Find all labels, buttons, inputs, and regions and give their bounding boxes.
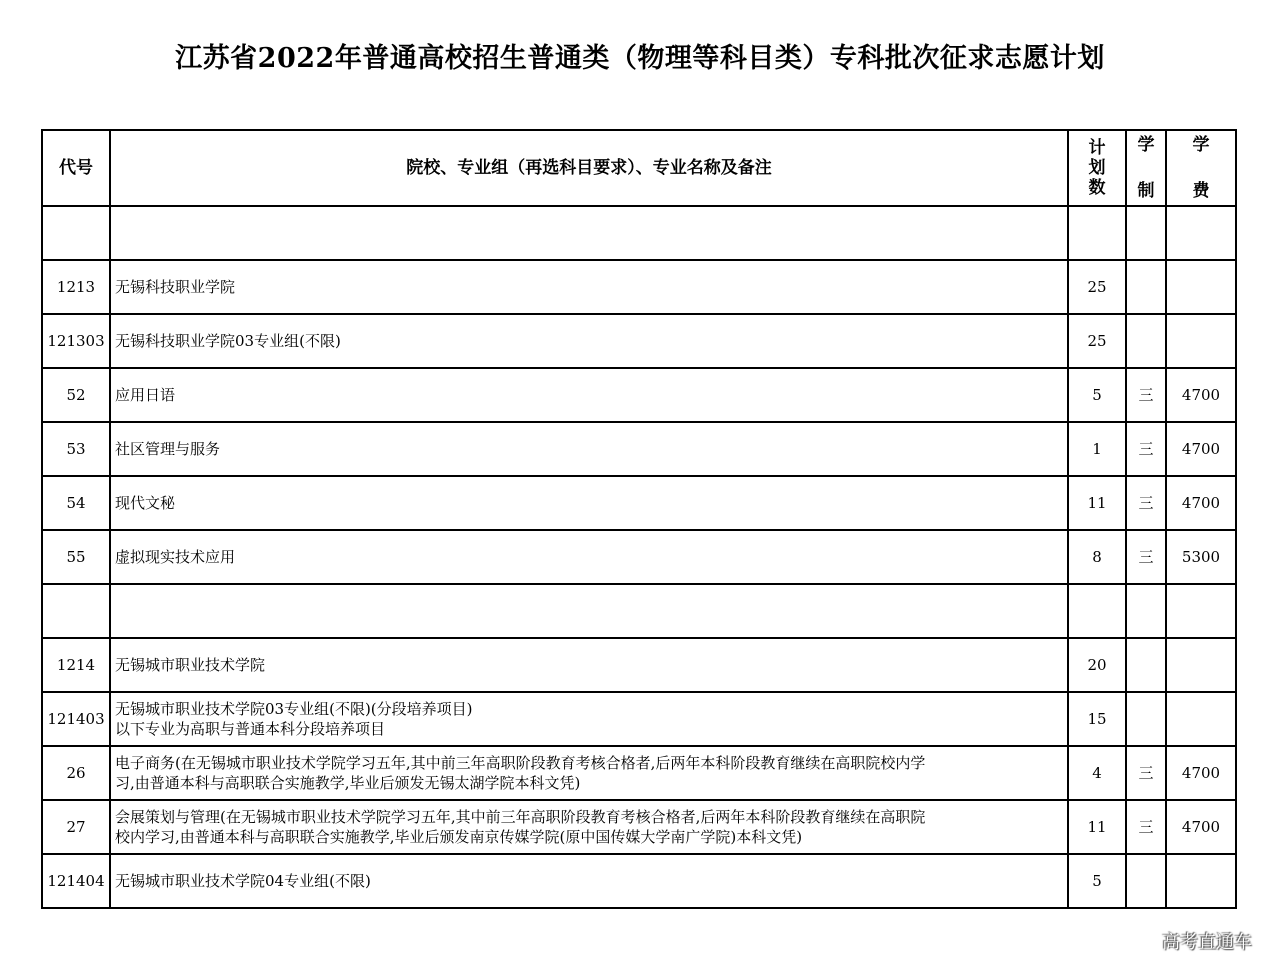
cell-fee	[1166, 692, 1236, 746]
cell-code: 53	[42, 422, 110, 476]
cell-plan: 15	[1068, 692, 1126, 746]
description-line: 社区管理与服务	[115, 440, 221, 458]
cell-description	[110, 746, 1068, 800]
cell-description	[110, 314, 1068, 368]
table-row	[42, 422, 1236, 476]
cell-years: 三	[1126, 422, 1166, 476]
cell-description	[110, 368, 1068, 422]
cell-fee: 4700	[1166, 368, 1236, 422]
cell-plan: 5	[1068, 368, 1126, 422]
cell-fee	[1166, 314, 1236, 368]
header-plan-char-1: 计	[1088, 138, 1106, 158]
table-row	[42, 530, 1236, 584]
table-row	[42, 314, 1236, 368]
cell-code: 121303	[42, 314, 110, 368]
cell-description	[110, 422, 1068, 476]
table-row	[42, 584, 1236, 638]
cell-plan: 20	[1068, 638, 1126, 692]
table-row	[42, 260, 1236, 314]
description-line: 无锡城市职业技术学院03专业组(不限)(分段培养项目)	[115, 700, 473, 718]
cell-fee: 4700	[1166, 422, 1236, 476]
header-fee	[1166, 130, 1236, 206]
cell-plan: 11	[1068, 800, 1126, 854]
cell-description	[110, 638, 1068, 692]
description-line: 以下专业为高职与普通本科分段培养项目	[115, 720, 386, 738]
description-line: 无锡城市职业技术学院	[115, 656, 266, 674]
cell-years: 三	[1126, 800, 1166, 854]
cell-fee: 4700	[1166, 800, 1236, 854]
cell-years: 三	[1126, 476, 1166, 530]
cell-code	[42, 584, 110, 638]
header-plan-char-2: 划	[1088, 158, 1106, 178]
cell-years	[1126, 314, 1166, 368]
cell-description	[110, 206, 1068, 260]
description-line: 校内学习,由普通本科与高职联合实施教学,毕业后颁发南京传媒学院(原中国传媒大学南广学院)本科文凭)	[115, 828, 803, 846]
header-fee-char-2: 费	[1192, 181, 1210, 201]
cell-code: 27	[42, 800, 110, 854]
cell-fee	[1166, 260, 1236, 314]
table-row	[42, 638, 1236, 692]
table-row	[42, 746, 1236, 800]
cell-fee	[1166, 854, 1236, 908]
cell-years	[1126, 584, 1166, 638]
cell-description	[110, 584, 1068, 638]
description-line: 电子商务(在无锡城市职业技术学院学习五年,其中前三年高职阶段教育考核合格者,后两年本科阶段教育继续在高职院校内学	[115, 754, 926, 772]
cell-years	[1126, 260, 1166, 314]
cell-plan: 1	[1068, 422, 1126, 476]
cell-fee: 4700	[1166, 476, 1236, 530]
cell-fee	[1166, 206, 1236, 260]
cell-fee	[1166, 584, 1236, 638]
header-plan-count	[1068, 130, 1126, 206]
cell-plan	[1068, 206, 1126, 260]
description-line: 习,由普通本科与高职联合实施教学,毕业后颁发无锡太湖学院本科文凭)	[115, 774, 581, 792]
cell-code: 121403	[42, 692, 110, 746]
description-line: 应用日语	[115, 386, 176, 404]
cell-fee	[1166, 638, 1236, 692]
cell-years: 三	[1126, 530, 1166, 584]
description-line: 会展策划与管理(在无锡城市职业技术学院学习五年,其中前三年高职阶段教育考核合格者,后两年本科阶段教育继续在高职院	[115, 808, 926, 826]
cell-code	[42, 206, 110, 260]
cell-description	[110, 800, 1068, 854]
cell-years	[1126, 692, 1166, 746]
page-title: 江苏省2022年普通高校招生普通类（物理等科目类）专科批次征求志愿计划	[175, 43, 1105, 74]
cell-code: 55	[42, 530, 110, 584]
table-row	[42, 476, 1236, 530]
description-line: 无锡科技职业学院	[115, 278, 236, 296]
enrollment-plan-table	[41, 129, 1237, 909]
cell-description	[110, 692, 1068, 746]
cell-code: 52	[42, 368, 110, 422]
header-description: 院校、专业组（再选科目要求）、专业名称及备注	[110, 130, 1068, 206]
cell-plan: 11	[1068, 476, 1126, 530]
header-years-char-1: 学	[1137, 135, 1155, 155]
cell-description	[110, 854, 1068, 908]
cell-years: 三	[1126, 368, 1166, 422]
cell-code: 54	[42, 476, 110, 530]
header-plan-char-3: 数	[1088, 178, 1106, 198]
header-years-char-2: 制	[1137, 181, 1155, 201]
cell-code: 121404	[42, 854, 110, 908]
header-code: 代号	[42, 130, 110, 206]
cell-years	[1126, 206, 1166, 260]
cell-fee: 4700	[1166, 746, 1236, 800]
watermark-text: 高考直通车	[1162, 932, 1252, 953]
cell-code: 1213	[42, 260, 110, 314]
description-line: 无锡城市职业技术学院04专业组(不限)	[115, 872, 371, 890]
cell-years	[1126, 638, 1166, 692]
cell-years: 三	[1126, 746, 1166, 800]
cell-plan: 5	[1068, 854, 1126, 908]
cell-plan: 4	[1068, 746, 1126, 800]
description-line: 虚拟现实技术应用	[115, 548, 236, 566]
description-line: 无锡科技职业学院03专业组(不限)	[115, 332, 341, 350]
cell-fee: 5300	[1166, 530, 1236, 584]
cell-plan: 8	[1068, 530, 1126, 584]
table-row	[42, 368, 1236, 422]
cell-plan: 25	[1068, 314, 1126, 368]
table-row	[42, 692, 1236, 746]
cell-description	[110, 260, 1068, 314]
cell-description	[110, 530, 1068, 584]
cell-code: 26	[42, 746, 110, 800]
header-years	[1126, 130, 1166, 206]
cell-plan	[1068, 584, 1126, 638]
header-fee-char-1: 学	[1192, 135, 1210, 155]
cell-description	[110, 476, 1068, 530]
cell-code: 1214	[42, 638, 110, 692]
table-row	[42, 206, 1236, 260]
cell-plan: 25	[1068, 260, 1126, 314]
cell-years	[1126, 854, 1166, 908]
table-row	[42, 800, 1236, 854]
table-header-row	[42, 130, 1236, 206]
table-row	[42, 854, 1236, 908]
description-line: 现代文秘	[115, 494, 176, 512]
